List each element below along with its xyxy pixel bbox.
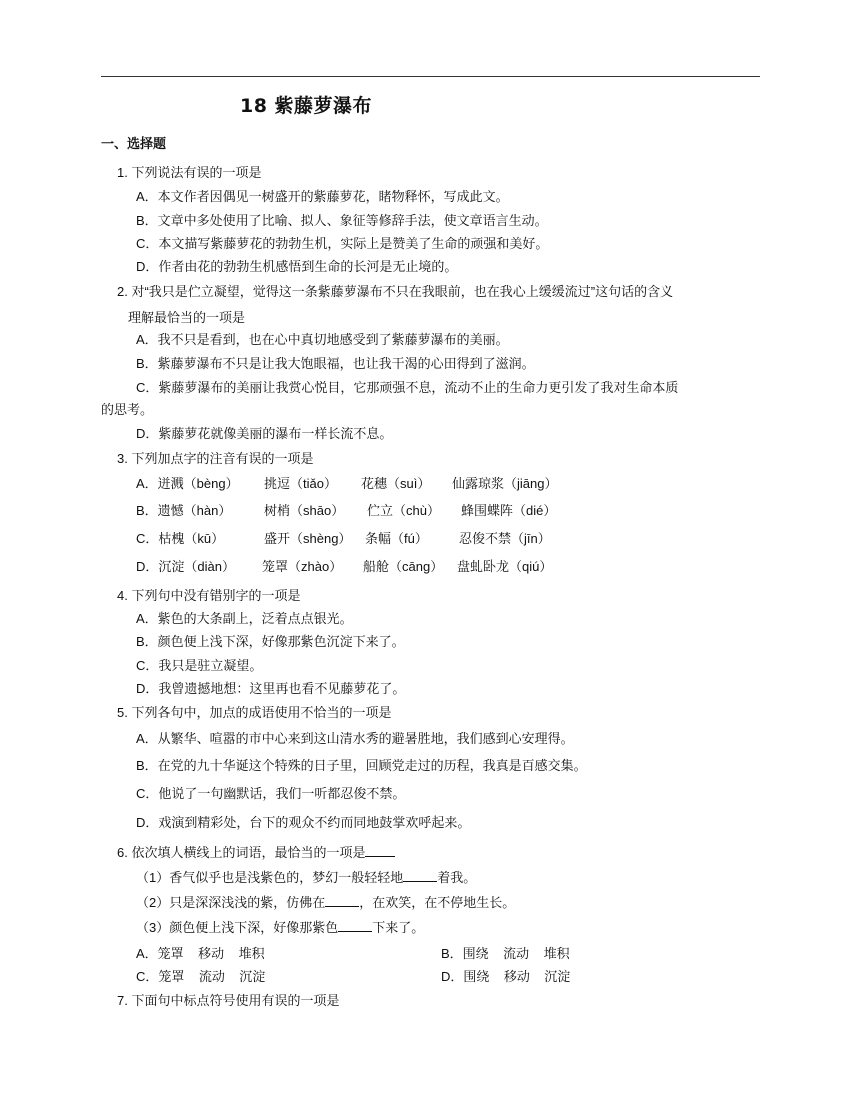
question-4-option-b: B．颜色便上浅下深，好像那紫色沉淀下来了。	[136, 634, 405, 649]
question-6-option-b: B．围绕 流动 堆积	[441, 946, 570, 961]
top-rule	[101, 76, 760, 77]
question-5-option-b: B．在党的九十华诞这个特殊的日子里，回顾党走过的历程，我真是百感交集。	[136, 758, 587, 773]
sentence-3-part-b: 下来了。	[372, 920, 425, 935]
question-3-option-d-1: D．沉淀（diàn）	[136, 559, 235, 574]
question-3-option-c-4: 忍俊不禁（jīn）	[459, 531, 551, 546]
question-3-option-c-3: 条幅（fú）	[365, 531, 428, 546]
question-6-option-d: D．围绕 移动 沉淀	[441, 969, 571, 984]
question-6-stem-text: 6. 依次填人横线上的词语，最恰当的一项是	[117, 845, 366, 860]
question-3-option-b-4: 蜂围蝶阵（dié）	[461, 503, 557, 518]
question-2-option-b: B．紫藤萝瀑布不只是让我大饱眼福，也让我干渴的心田得到了滋润。	[136, 356, 535, 371]
question-6-stem	[117, 843, 395, 863]
question-5-option-a: A．从繁华、喧嚣的市中心来到这山清水秀的避暑胜地，我们感到心安理得。	[136, 731, 574, 746]
question-3-option-a-3: 花穗（suì）	[361, 476, 431, 491]
fill-blank-1[interactable]	[403, 869, 437, 882]
sentence-1-part-b: 着我。	[437, 870, 477, 885]
question-3-option-a-4: 仙露琼浆（jiāng）	[452, 476, 558, 491]
question-3-option-c-2: 盛开（shèng）	[264, 531, 352, 546]
question-2-option-a: A．我不只是看到，也在心中真切地感受到了紫藤萝瀑布的美丽。	[136, 332, 509, 347]
sentence-2-part-a: （2）只是深深浅浅的紫，仿佛在	[136, 895, 326, 910]
question-6-option-a: A．笼罩 移动 堆积	[136, 946, 265, 961]
question-3-option-c-1: C．枯槐（kū）	[136, 531, 225, 546]
question-7-stem: 7. 下面句中标点符号使用有误的一项是	[117, 993, 340, 1008]
question-4-option-d: D．我曾遗撼地想：这里再也看不见藤萝花了。	[136, 681, 406, 696]
question-3-option-a-2: 挑逗（tiǎo）	[264, 476, 337, 491]
question-3-stem: 3. 下列加点字的注音有误的一项是	[117, 451, 314, 466]
fill-blank-2[interactable]	[325, 894, 359, 907]
question-2-stem: 2. 对“我只是伫立凝望，觉得这一条紫藤萝瀑布不只在我眼前，也在我心上缓缓流过”这句话的含义	[117, 284, 674, 299]
question-6-sentence-2	[136, 893, 515, 913]
question-1-option-c: C．本文描写紫藤萝花的勃勃生机，实际上是赞美了生命的顽强和美好。	[136, 236, 549, 251]
question-3-option-b-3: 伫立（chù）	[367, 503, 440, 518]
question-5-option-c: C．他说了一句幽默话，我们一听都忍俊不禁。	[136, 786, 406, 801]
question-3-option-d-2: 笼罩（zhào）	[262, 559, 343, 574]
question-3-option-d-4: 盘虬卧龙（qiú）	[457, 559, 553, 574]
question-2-option-c-cont: 的思考。	[101, 402, 154, 417]
fill-blank-3[interactable]	[338, 919, 372, 932]
question-3-option-a-1: A．迸溅（bèng）	[136, 476, 239, 491]
question-4-stem: 4. 下列句中没有错别字的一项是	[117, 588, 301, 603]
question-6-sentence-1	[136, 868, 476, 888]
question-6-option-c: C．笼罩 流动 沉淀	[136, 969, 266, 984]
question-2-option-c: C．紫藤萝瀑布的美丽让我赏心悦目，它那顽强不息，流动不止的生命力更引发了我对生命本质	[136, 380, 679, 395]
page-title: 18 紫藤萝瀑布	[240, 95, 373, 117]
sentence-3-part-a: （3）颜色便上浅下深，好像那紫色	[136, 920, 339, 935]
section-heading: 一、选择题	[101, 137, 167, 152]
question-4-option-c: C．我只是驻立凝望。	[136, 658, 263, 673]
question-3-option-d-3: 船舱（cāng）	[363, 559, 444, 574]
question-1-option-b: B．文章中多处使用了比喻、拟人、象征等修辞手法，使文章语言生动。	[136, 213, 548, 228]
question-1-stem: 1. 下列说法有误的一项是	[117, 165, 262, 180]
sentence-1-part-a: （1）香气似乎也是浅紫色的，梦幻一般轻轻地	[136, 870, 404, 885]
question-2-option-d: D．紫藤萝花就像美丽的瀑布一样长流不息。	[136, 426, 393, 441]
question-1-option-a: A．本文作者因偶见一树盛开的紫藤萝花，睹物释怀，写成此文。	[136, 189, 509, 204]
sentence-2-part-b: ，在欢笑，在不停地生长。	[359, 895, 516, 910]
answer-blank[interactable]	[365, 844, 395, 857]
question-4-option-a: A．紫色的大条副上，泛着点点银光。	[136, 611, 353, 626]
question-5-stem: 5. 下列各句中，加点的成语使用不恰当的一项是	[117, 705, 392, 720]
question-1-option-d: D．作者由花的勃勃生机感悟到生命的长河是无止境的。	[136, 259, 458, 274]
question-5-option-d: D．戏演到精彩处，台下的观众不约而同地鼓掌欢呼起来。	[136, 815, 471, 830]
question-3-option-b-2: 树梢（shāo）	[264, 503, 345, 518]
question-3-option-b-1: B．遗憾（hàn）	[136, 503, 232, 518]
question-2-stem-cont: 理解最恰当的一项是	[128, 310, 246, 325]
question-6-sentence-3	[136, 918, 424, 938]
